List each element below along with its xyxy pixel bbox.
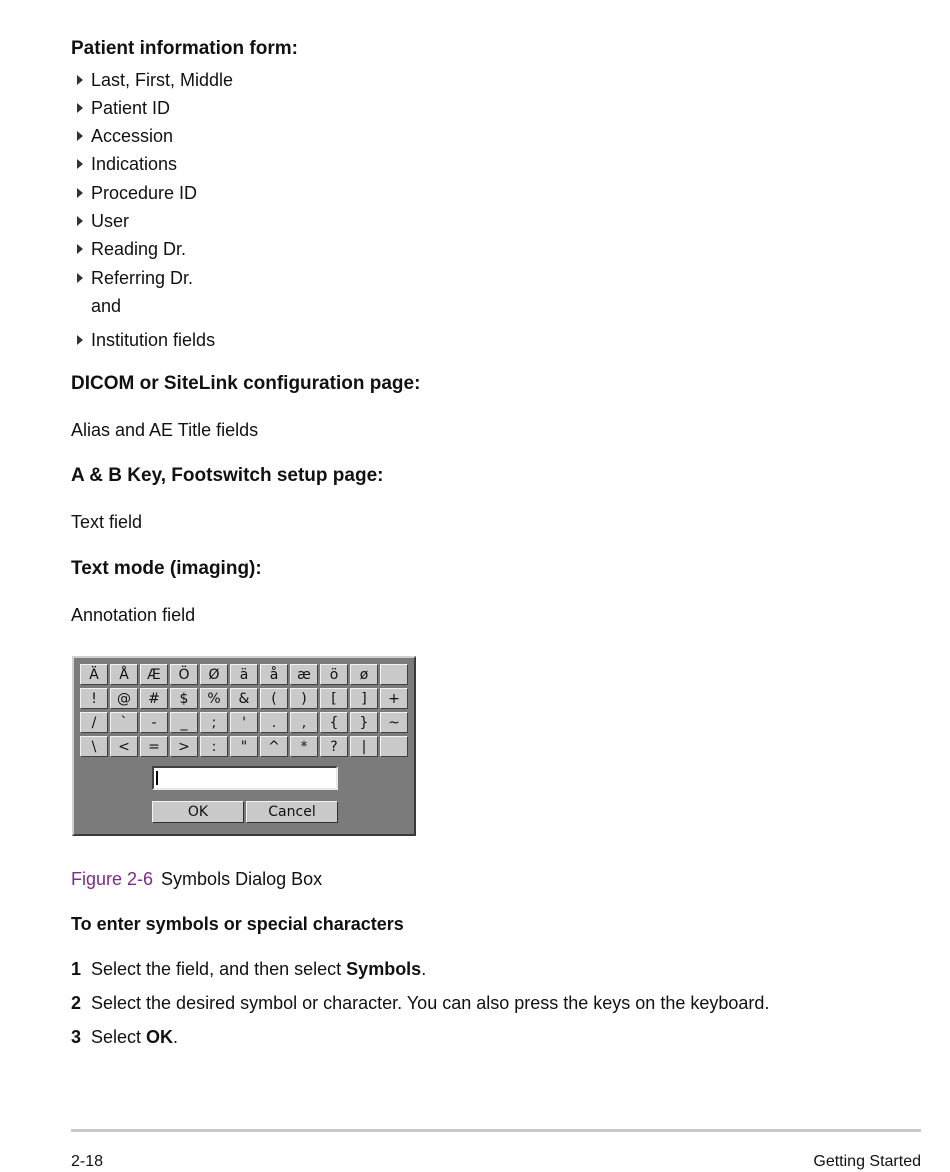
- list-item: [77, 211, 129, 232]
- triangle-bullet-icon: [77, 273, 83, 283]
- symbol-key[interactable]: <: [110, 736, 138, 757]
- triangle-bullet-icon: [77, 335, 83, 345]
- dicom-heading: DICOM or SiteLink configuration page:: [71, 373, 421, 394]
- step-number: 1: [71, 959, 82, 979]
- triangle-bullet-icon: [77, 188, 83, 198]
- step-text-end: .: [421, 959, 427, 979]
- list-item: [77, 330, 215, 351]
- figure-title: Symbols Dialog Box: [161, 869, 323, 889]
- symbol-key[interactable]: ö: [320, 664, 348, 685]
- ab-key-text: Text field: [71, 512, 143, 532]
- symbol-key[interactable]: {: [320, 712, 348, 733]
- symbol-key-blank[interactable]: [380, 736, 408, 757]
- symbol-key[interactable]: _: [170, 712, 198, 733]
- symbol-key[interactable]: ø: [350, 664, 378, 685]
- symbol-key[interactable]: Å: [110, 664, 138, 685]
- step-text: Select the desired symbol or character. You can also press the keys on the keyboard.: [91, 993, 770, 1013]
- symbol-key[interactable]: .: [260, 712, 288, 733]
- symbol-key[interactable]: Ä: [80, 664, 108, 685]
- symbol-key[interactable]: ,: [290, 712, 318, 733]
- symbol-key-blank[interactable]: [380, 664, 408, 685]
- symbol-key[interactable]: |: [350, 736, 378, 757]
- symbol-key[interactable]: }: [350, 712, 378, 733]
- symbols-dialog: [72, 656, 416, 836]
- step-number: 2: [71, 993, 82, 1013]
- patient-form-heading: Patient information form:: [71, 38, 298, 59]
- step-item: [71, 959, 426, 980]
- symbol-keypad: [80, 664, 408, 757]
- symbol-key[interactable]: Æ: [140, 664, 168, 685]
- cancel-button[interactable]: Cancel: [246, 801, 338, 823]
- text-caret: [156, 771, 158, 785]
- symbol-key[interactable]: #: [140, 688, 168, 709]
- figure-label[interactable]: Figure 2-6: [71, 869, 154, 889]
- triangle-bullet-icon: [77, 103, 83, 113]
- triangle-bullet-icon: [77, 159, 83, 169]
- step-bold-term: OK: [146, 1027, 174, 1047]
- symbol-key[interactable]: =: [140, 736, 168, 757]
- symbol-key[interactable]: ~: [380, 712, 408, 733]
- list-item: [77, 98, 170, 119]
- symbol-key[interactable]: æ: [290, 664, 318, 685]
- step-text: Select: [91, 1027, 147, 1047]
- symbol-key[interactable]: !: [80, 688, 108, 709]
- symbol-key[interactable]: >: [170, 736, 198, 757]
- symbol-key[interactable]: @: [110, 688, 138, 709]
- symbol-key[interactable]: +: [380, 688, 408, 709]
- dicom-text: Alias and AE Title fields: [71, 420, 259, 440]
- list-item-label: Last, First, Middle: [91, 70, 234, 90]
- symbol-key[interactable]: `: [110, 712, 138, 733]
- step-text-end: .: [173, 1027, 179, 1047]
- list-item-label: Institution fields: [91, 330, 216, 350]
- list-item-label: Indications: [91, 154, 178, 174]
- list-item: [77, 268, 193, 289]
- and-connector: and: [91, 296, 122, 316]
- symbol-key[interactable]: &: [230, 688, 258, 709]
- list-item: [77, 239, 186, 260]
- symbol-key[interactable]: ^: [260, 736, 288, 757]
- symbol-key[interactable]: ): [290, 688, 318, 709]
- page-number: 2-18: [71, 1153, 104, 1170]
- triangle-bullet-icon: [77, 244, 83, 254]
- list-item: [77, 70, 233, 91]
- list-item-label: Accession: [91, 126, 174, 146]
- list-item-label: Reading Dr.: [91, 239, 187, 259]
- symbol-key[interactable]: $: [170, 688, 198, 709]
- symbol-key[interactable]: \: [80, 736, 108, 757]
- ab-key-heading: A & B Key, Footswitch setup page:: [71, 465, 384, 486]
- procedure-heading: To enter symbols or special characters: [71, 914, 404, 934]
- list-item-label: Referring Dr.: [91, 268, 194, 288]
- list-item-label: Patient ID: [91, 98, 171, 118]
- list-item-label: User: [91, 211, 130, 231]
- text-mode-text: Annotation field: [71, 605, 196, 625]
- symbol-key[interactable]: å: [260, 664, 288, 685]
- symbol-key[interactable]: ;: [200, 712, 228, 733]
- symbol-text-input[interactable]: [152, 766, 338, 790]
- triangle-bullet-icon: [77, 216, 83, 226]
- symbol-key[interactable]: *: [290, 736, 318, 757]
- symbol-key[interactable]: Ø: [200, 664, 228, 685]
- triangle-bullet-icon: [77, 131, 83, 141]
- symbol-key[interactable]: (: [260, 688, 288, 709]
- list-item-label: Procedure ID: [91, 183, 198, 203]
- symbol-key[interactable]: /: [80, 712, 108, 733]
- list-item: [77, 126, 173, 147]
- symbol-key[interactable]: ': [230, 712, 258, 733]
- symbol-key[interactable]: :: [200, 736, 228, 757]
- symbol-key[interactable]: ": [230, 736, 258, 757]
- symbol-key[interactable]: [: [320, 688, 348, 709]
- step-number: 3: [71, 1027, 82, 1047]
- list-item: [77, 183, 197, 204]
- figure-caption: [71, 869, 322, 890]
- footer-divider: [71, 1129, 921, 1132]
- step-bold-term: Symbols: [346, 959, 422, 979]
- step-text: Select the field, and then select: [91, 959, 347, 979]
- ok-button[interactable]: OK: [152, 801, 244, 823]
- symbol-key[interactable]: ?: [320, 736, 348, 757]
- symbol-key[interactable]: %: [200, 688, 228, 709]
- symbol-key[interactable]: ]: [350, 688, 378, 709]
- symbol-key[interactable]: ä: [230, 664, 258, 685]
- symbol-key[interactable]: -: [140, 712, 168, 733]
- symbol-key[interactable]: Ö: [170, 664, 198, 685]
- step-item: [71, 1027, 178, 1048]
- chapter-name: Getting Started: [813, 1153, 921, 1170]
- list-item: [77, 154, 177, 175]
- step-item: [71, 993, 769, 1014]
- text-mode-heading: Text mode (imaging):: [71, 558, 262, 579]
- triangle-bullet-icon: [77, 75, 83, 85]
